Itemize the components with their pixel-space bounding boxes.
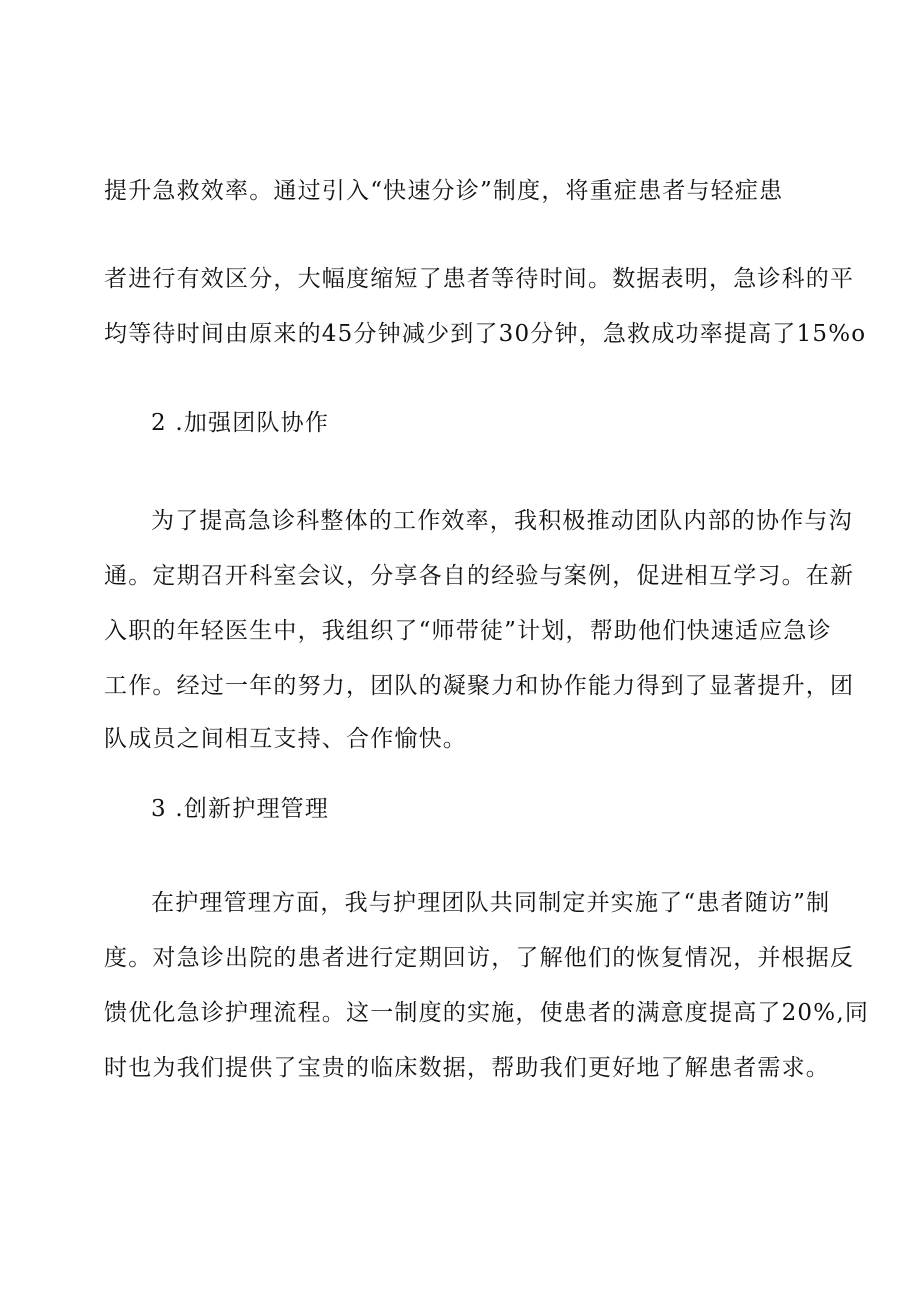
section-3-line-3: 馈优化急诊护理流程。这一制度的实施，使患者的满意度提高了20%,同 <box>104 1000 870 1026</box>
section-3-line-4: 时也为我们提供了宝贵的临床数据，帮助我们更好地了解患者需求。 <box>104 1055 830 1081</box>
section-3-line-2: 度。对急诊出院的患者进行定期回访，了解他们的恢复情况，并根据反 <box>104 945 855 971</box>
section-2-line-2: 通。定期召开科室会议，分享各自的经验与案例，促进相互学习。在新 <box>104 563 855 589</box>
section-2-line-5: 队成员之间相互支持、合作愉快。 <box>104 726 467 752</box>
section-3-heading: 3 .创新护理管理 <box>151 796 330 822</box>
section-2-heading: 2 .加强团队协作 <box>151 410 330 436</box>
section-2-line-3: 入职的年轻医生中，我组织了“师带徒”计划，帮助他们快速适应急诊 <box>104 618 832 644</box>
section-2-line-4: 工作。经过一年的努力，团队的凝聚力和协作能力得到了显著提升，团 <box>104 673 855 699</box>
section-3-line-1: 在护理管理方面，我与护理团队共同制定并实施了“患者随访”制 <box>151 890 831 916</box>
paragraph-1-line-2: 者进行有效区分，大幅度缩短了患者等待时间。数据表明，急诊科的平 <box>104 266 855 292</box>
paragraph-1-line-3: 均等待时间由原来的45分钟减少到了30分钟，急救成功率提高了15%o <box>104 321 867 347</box>
section-2-line-1: 为了提高急诊科整体的工作效率，我积极推动团队内部的协作与沟 <box>151 508 853 534</box>
paragraph-1-line-1: 提升急救效率。通过引入“快速分诊”制度，将重症患者与轻症患 <box>104 178 784 204</box>
